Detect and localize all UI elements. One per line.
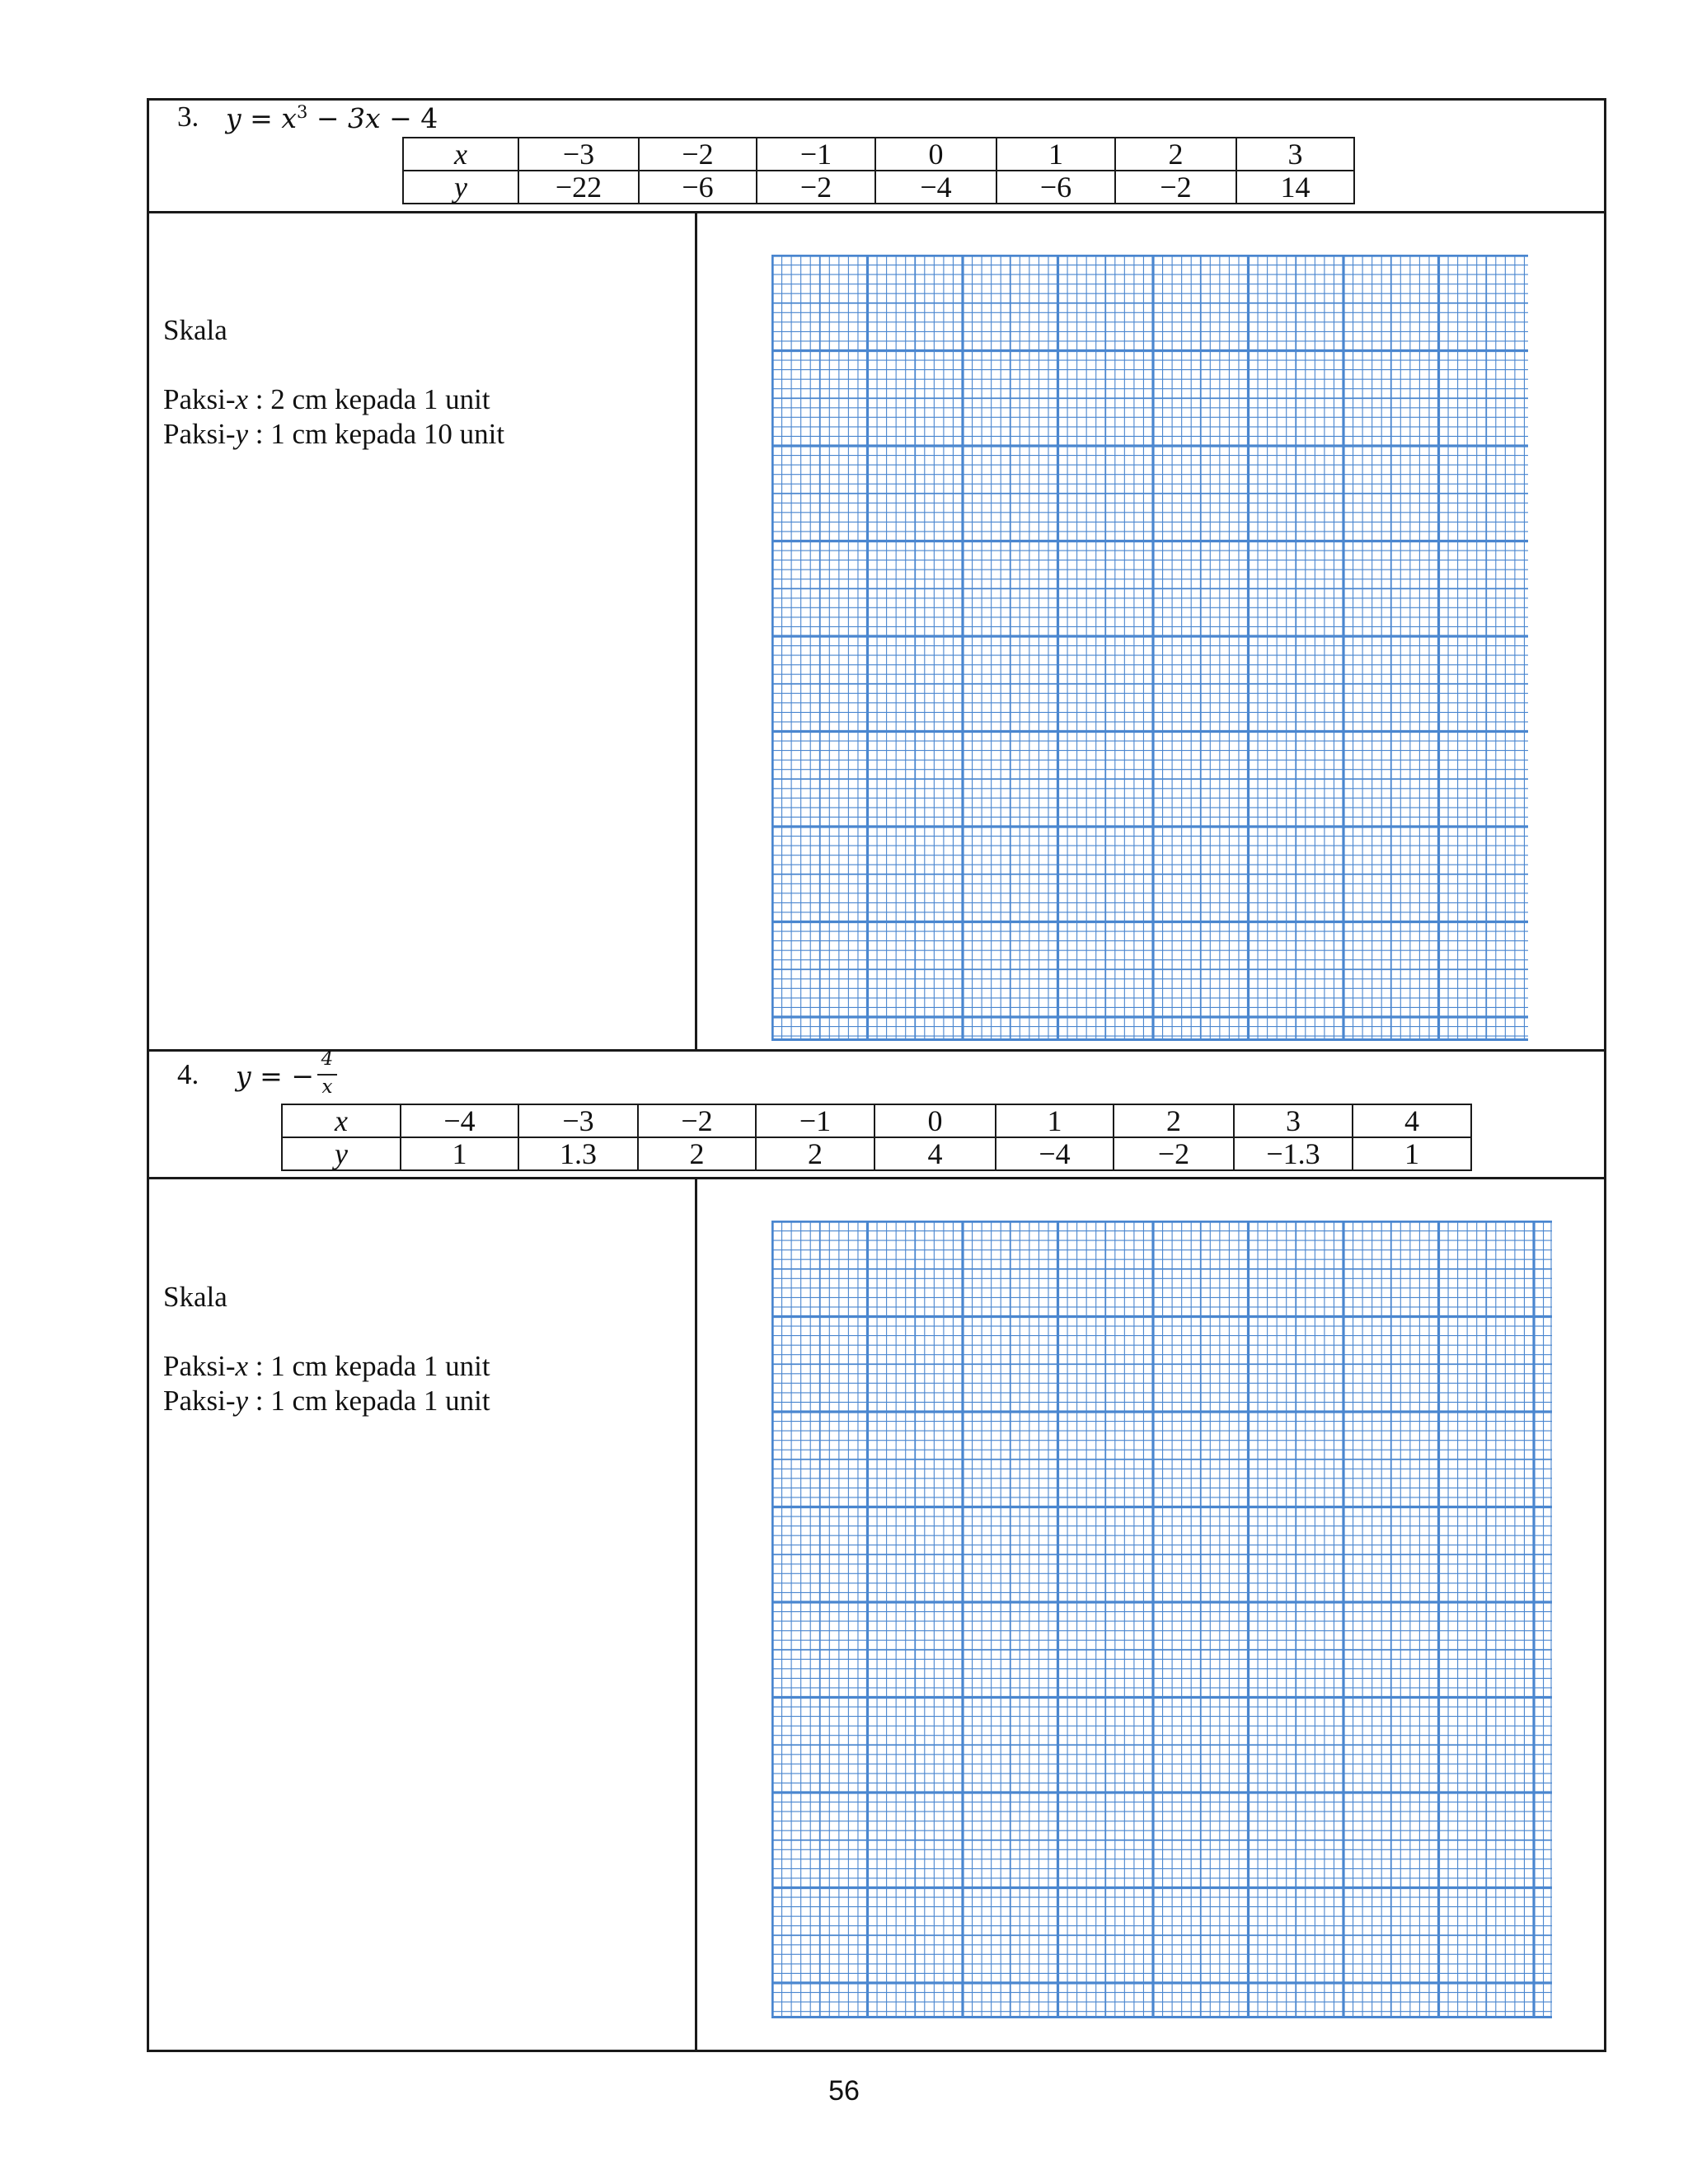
question-number: 3. xyxy=(177,101,199,133)
table-cell: −4 xyxy=(875,171,996,204)
table-cell: 4 xyxy=(1353,1104,1471,1137)
fraction-denominator: x xyxy=(321,1076,333,1098)
divider-q3-header xyxy=(147,211,1606,213)
table-cell: 1.3 xyxy=(518,1137,638,1170)
table-cell: 2 xyxy=(756,1137,874,1170)
scale-y-axis: Paksi-y : 1 cm kepada 10 unit xyxy=(163,418,505,450)
table-cell: 3 xyxy=(1236,138,1354,171)
table-cell: −2 xyxy=(757,171,875,204)
divider-q4-column xyxy=(695,1177,697,2051)
table-cell: −6 xyxy=(996,171,1115,204)
table-row-y xyxy=(282,1137,1471,1170)
scale-info xyxy=(163,1280,490,1418)
equation: y = − xyxy=(236,1060,314,1092)
table-cell: 1 xyxy=(401,1137,518,1170)
scale-x-axis: Paksi-x : 1 cm kepada 1 unit xyxy=(163,1350,490,1382)
table-cell: −22 xyxy=(518,171,639,204)
graph-paper xyxy=(771,1221,1552,2018)
table-cell: 2 xyxy=(638,1137,756,1170)
table-cell: 1 xyxy=(996,1104,1114,1137)
divider-q3-column xyxy=(695,211,697,1050)
table-header-y: y xyxy=(403,171,518,204)
table-cell: 2 xyxy=(1115,138,1236,171)
graph-paper xyxy=(771,255,1528,1041)
table-cell: −2 xyxy=(639,138,757,171)
scale-title: Skala xyxy=(163,314,227,346)
table-cell: 4 xyxy=(874,1137,996,1170)
table-cell: −2 xyxy=(1115,171,1236,204)
table-cell: −1 xyxy=(757,138,875,171)
table-header-y: y xyxy=(282,1137,401,1170)
values-table xyxy=(402,137,1355,204)
frame-bottom xyxy=(147,2050,1606,2052)
table-cell: −1 xyxy=(756,1104,874,1137)
table-cell: 1 xyxy=(1353,1137,1471,1170)
scale-title: Skala xyxy=(163,1281,227,1313)
values-table xyxy=(281,1104,1472,1171)
scale-y-axis: Paksi-y : 1 cm kepada 1 unit xyxy=(163,1385,490,1417)
fraction-bar xyxy=(317,1074,337,1076)
page-number: 56 xyxy=(828,2075,860,2107)
scale-x-axis: Paksi-x : 2 cm kepada 1 unit xyxy=(163,383,490,415)
table-row-y xyxy=(403,171,1354,204)
question-number: 4. xyxy=(177,1058,199,1090)
table-cell: −2 xyxy=(638,1104,756,1137)
table-header-x: x xyxy=(403,138,518,171)
table-cell: −6 xyxy=(639,171,757,204)
divider-q4-header xyxy=(147,1177,1606,1179)
table-cell: 0 xyxy=(874,1104,996,1137)
table-cell: 2 xyxy=(1114,1104,1234,1137)
table-cell: 3 xyxy=(1234,1104,1353,1137)
frame-left xyxy=(147,98,149,2052)
table-cell: 14 xyxy=(1236,171,1354,204)
table-cell: −4 xyxy=(401,1104,518,1137)
frame-top xyxy=(147,98,1606,101)
fraction-numerator: 4 xyxy=(321,1048,334,1070)
table-cell: 1 xyxy=(996,138,1115,171)
divider-q4-top xyxy=(147,1049,1606,1052)
frame-right xyxy=(1604,98,1606,2052)
table-cell: −3 xyxy=(518,138,639,171)
table-cell: −3 xyxy=(518,1104,638,1137)
table-cell: −2 xyxy=(1114,1137,1234,1170)
equation: $y = x^3 - 3x - 4$ xyxy=(226,102,438,134)
table-row-x xyxy=(282,1104,1471,1137)
scale-info xyxy=(163,313,504,452)
table-cell: −4 xyxy=(996,1137,1114,1170)
table-row-x xyxy=(403,138,1354,171)
table-header-x: x xyxy=(282,1104,401,1137)
table-cell: −1.3 xyxy=(1234,1137,1353,1170)
table-cell: 0 xyxy=(875,138,996,171)
